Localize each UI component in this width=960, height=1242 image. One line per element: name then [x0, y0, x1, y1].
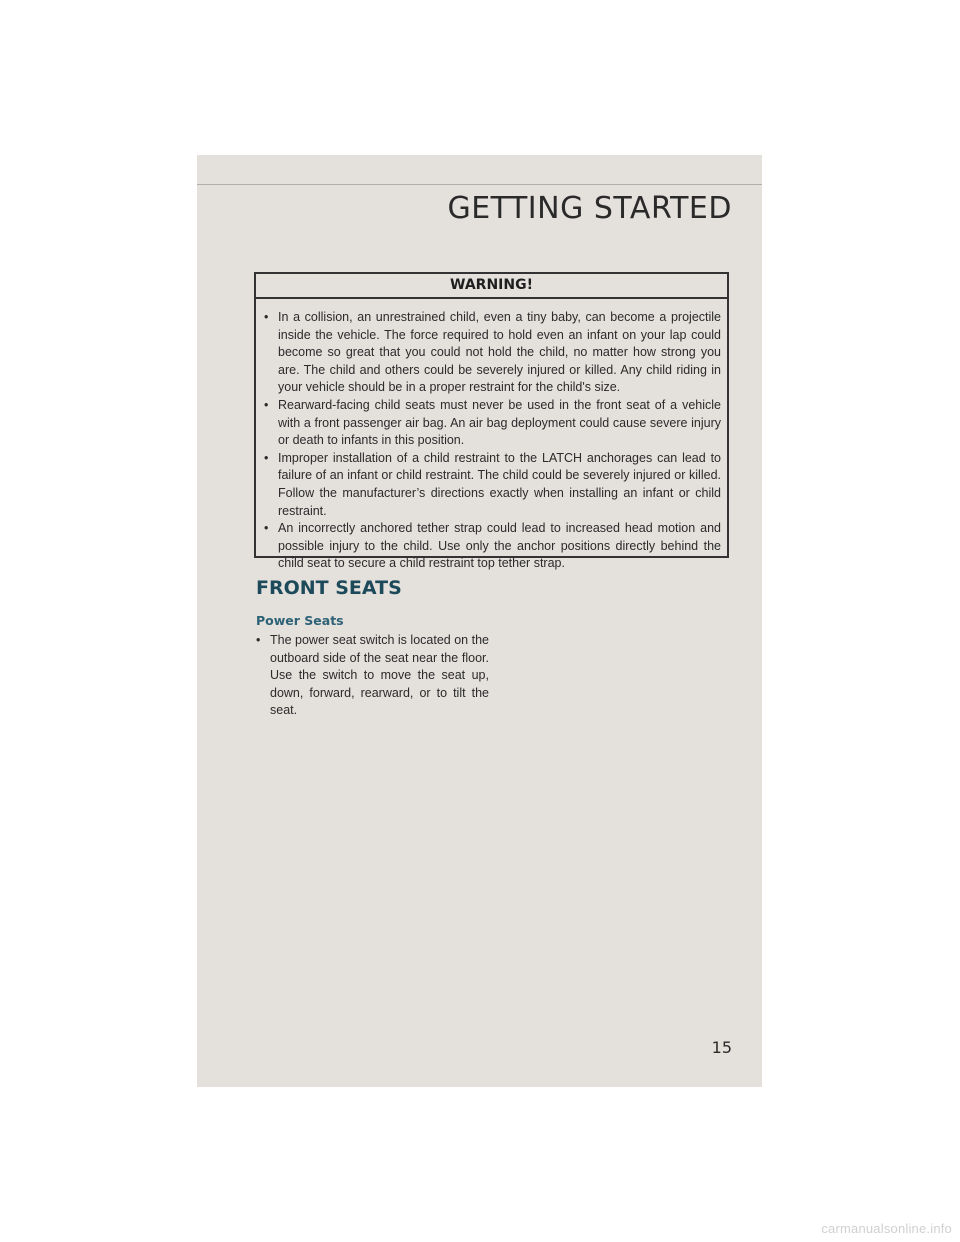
power-seats-list: [256, 632, 489, 720]
manual-page: [197, 155, 762, 1087]
warning-item-text: An incorrectly anchored tether strap could lead to increased head motion and possible injury to the child. Use only the anchor positions directly behind the child seat to secure a child restraint top tether strap.: [278, 521, 721, 571]
watermark: carmanualsonline.info: [821, 1221, 952, 1236]
warning-item-text: Rearward-facing child seats must never be used in the front seat of a vehicle with a front passenger air bag. An air bag deployment could cause severe injury or death to infants in this position.: [278, 397, 721, 448]
bullet-icon: •: [264, 397, 269, 412]
list-item: [256, 632, 489, 720]
bullet-icon: •: [264, 450, 269, 465]
power-seats-subheading: Power Seats: [256, 613, 344, 628]
section-header: GETTING STARTED: [447, 191, 732, 226]
warning-item-text: In a collision, an unrestrained child, even a tiny baby, can become a projectile inside the vehicle. The force required to hold even an infant on your lap could become so great that you could not hold the child, no matter how strong you are. The child and others could be severely injured or killed. Any child riding in your vehicle should be in a proper restraint for the child's size.: [278, 310, 721, 395]
warning-item: [264, 309, 721, 397]
warning-item: [264, 397, 721, 450]
bullet-icon: •: [264, 521, 269, 536]
bullet-icon: •: [264, 310, 269, 324]
warning-box: [254, 272, 729, 571]
page-number: 15: [711, 1038, 732, 1057]
warning-list: [264, 309, 721, 573]
bullet-icon: •: [256, 633, 261, 647]
header-rule: [197, 184, 762, 185]
warning-item: [264, 520, 721, 573]
warning-item-text: Improper installation of a child restraint to the LATCH anchorages can lead to failure of an infant or child restraint. The child could be severely injured or killed. Follow the manufacturer’s directions exactly when installing an infant or child restraint.: [278, 450, 721, 518]
front-seats-heading: FRONT SEATS: [256, 577, 402, 599]
list-item-text: The power seat switch is located on the outboard side of the seat near the floor. Use the switch to move the seat up, down, forward, rearward, or to tilt the seat.: [270, 633, 489, 718]
warning-item: [264, 450, 721, 520]
warning-title: WARNING!: [256, 274, 727, 299]
